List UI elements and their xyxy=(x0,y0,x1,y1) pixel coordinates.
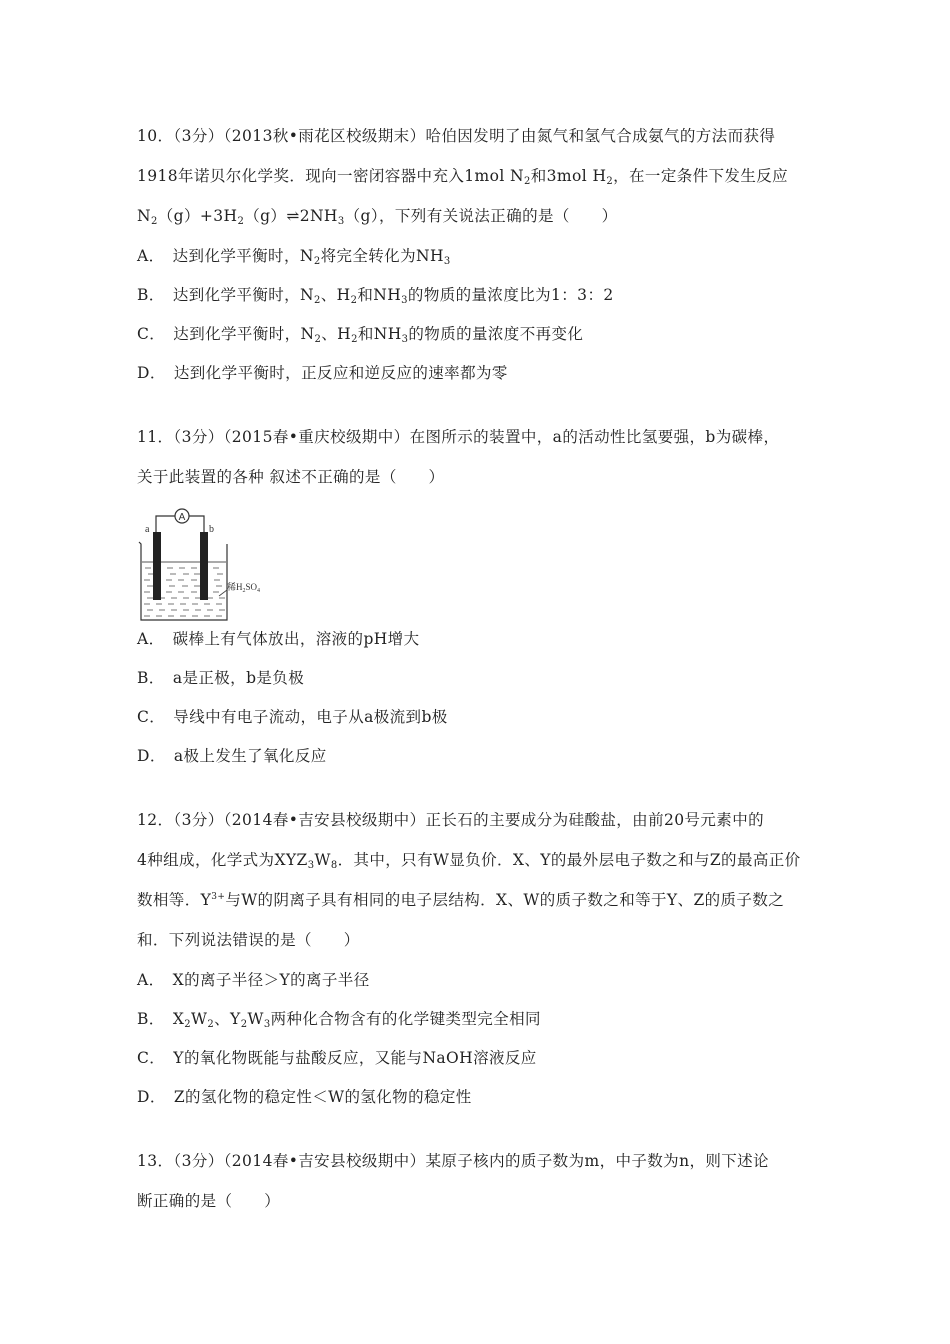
q13-stem-line2: 断正确的是（ ） xyxy=(137,1192,281,1210)
q12-stem-line4: 和．下列说法错误的是（ ） xyxy=(137,931,360,949)
wire-left xyxy=(156,516,176,532)
ammeter-label: A xyxy=(178,512,186,523)
q12-stem-line3: 数相等．$Y^{3+}$与W的阴离子具有相同的电子层结构．X、W的质子数之和等于Y、Z的质子数之 xyxy=(137,891,785,909)
q11-stem-line2: 关于此装置的各种 叙述不正确的是（ ） xyxy=(137,468,445,486)
q11-option-d: D． a极上发生了氧化反应 xyxy=(137,747,327,765)
q10-option-d: D． 达到化学平衡时，正反应和逆反应的速率都为零 xyxy=(137,364,508,382)
solution-pointer xyxy=(219,590,227,596)
q13-stem-line1: 13．（3分）（2014春•吉安县校级期中）某原子核内的质子数为m，中子数为n，则下述论 xyxy=(137,1152,769,1170)
q10-option-c: C． 达到化学平衡时，$N_2$、$H_2$和$NH_3$的物质的量浓度不再变化 xyxy=(137,325,584,345)
q12-option-d: D． Z的氢化物的稳定性＜W的氢化物的稳定性 xyxy=(137,1088,472,1106)
ammeter-icon xyxy=(175,509,189,523)
q10-stem-line2: 1918年诺贝尔化学奖．现向一密闭容器中充入1mol $N_2$和3mol $H_2$，在一定条件下发生反应 xyxy=(137,167,789,187)
solution-label: 稀$H_2SO_4$ xyxy=(227,582,261,594)
q12-stem-line2: 4种组成，化学式为$XYZ_3W_8$．其中，只有W显负价．X、Y的最外层电子数之和与Z的最高正价 xyxy=(137,851,801,871)
electrode-a-label: a xyxy=(145,524,150,535)
electrode-b xyxy=(200,532,208,600)
q10-option-a: A． 达到化学平衡时，$N_2$将完全转化为$NH_3$ xyxy=(137,247,451,267)
electrochemical-cell-figure xyxy=(137,502,261,626)
q11-option-c: C． 导线中有电子流动，电子从a极流到b极 xyxy=(137,708,448,726)
electrode-b-label: b xyxy=(209,524,214,535)
q11-stem-line1: 11．（3分）（2015春•重庆校级期中）在图所示的装置中，a的活动性比氢要强，b为碳棒， xyxy=(137,428,780,446)
q10-stem-line3: $N_2(g)+3H_2(g)\rightleftharpoons 2NH_3(g)$，下列有关说法正确的是（ ） xyxy=(137,207,618,227)
q11-option-a: A． 碳棒上有气体放出，溶液的pH增大 xyxy=(137,630,420,648)
q10-option-b: B． 达到化学平衡时，$N_2$、$H_2$和$NH_3$的物质的量浓度比为1：3：2 xyxy=(137,286,614,306)
q12-stem-line1: 12．（3分）（2014春•吉安县校级期中）正长石的主要成分为硅酸盐，由前20号元素中的 xyxy=(137,811,764,829)
q12-option-b: B． $X_2W_2$、$Y_2W_3$两种化合物含有的化学键类型完全相同 xyxy=(137,1010,541,1030)
beaker xyxy=(139,542,227,620)
electrode-a xyxy=(153,532,161,600)
wire-right xyxy=(188,516,204,532)
q10-stem-line1: 10．（3分）（2013秋•雨花区校级期末）哈伯因发明了由氮气和氢气合成氨气的方法而获得 xyxy=(137,127,776,145)
q11-option-b: B． a是正极，b是负极 xyxy=(137,669,305,687)
q12-option-c: C． Y的氧化物既能与盐酸反应，又能与NaOH溶液反应 xyxy=(137,1049,537,1067)
q12-option-a: A． X的离子半径＞Y的离子半径 xyxy=(137,971,370,989)
